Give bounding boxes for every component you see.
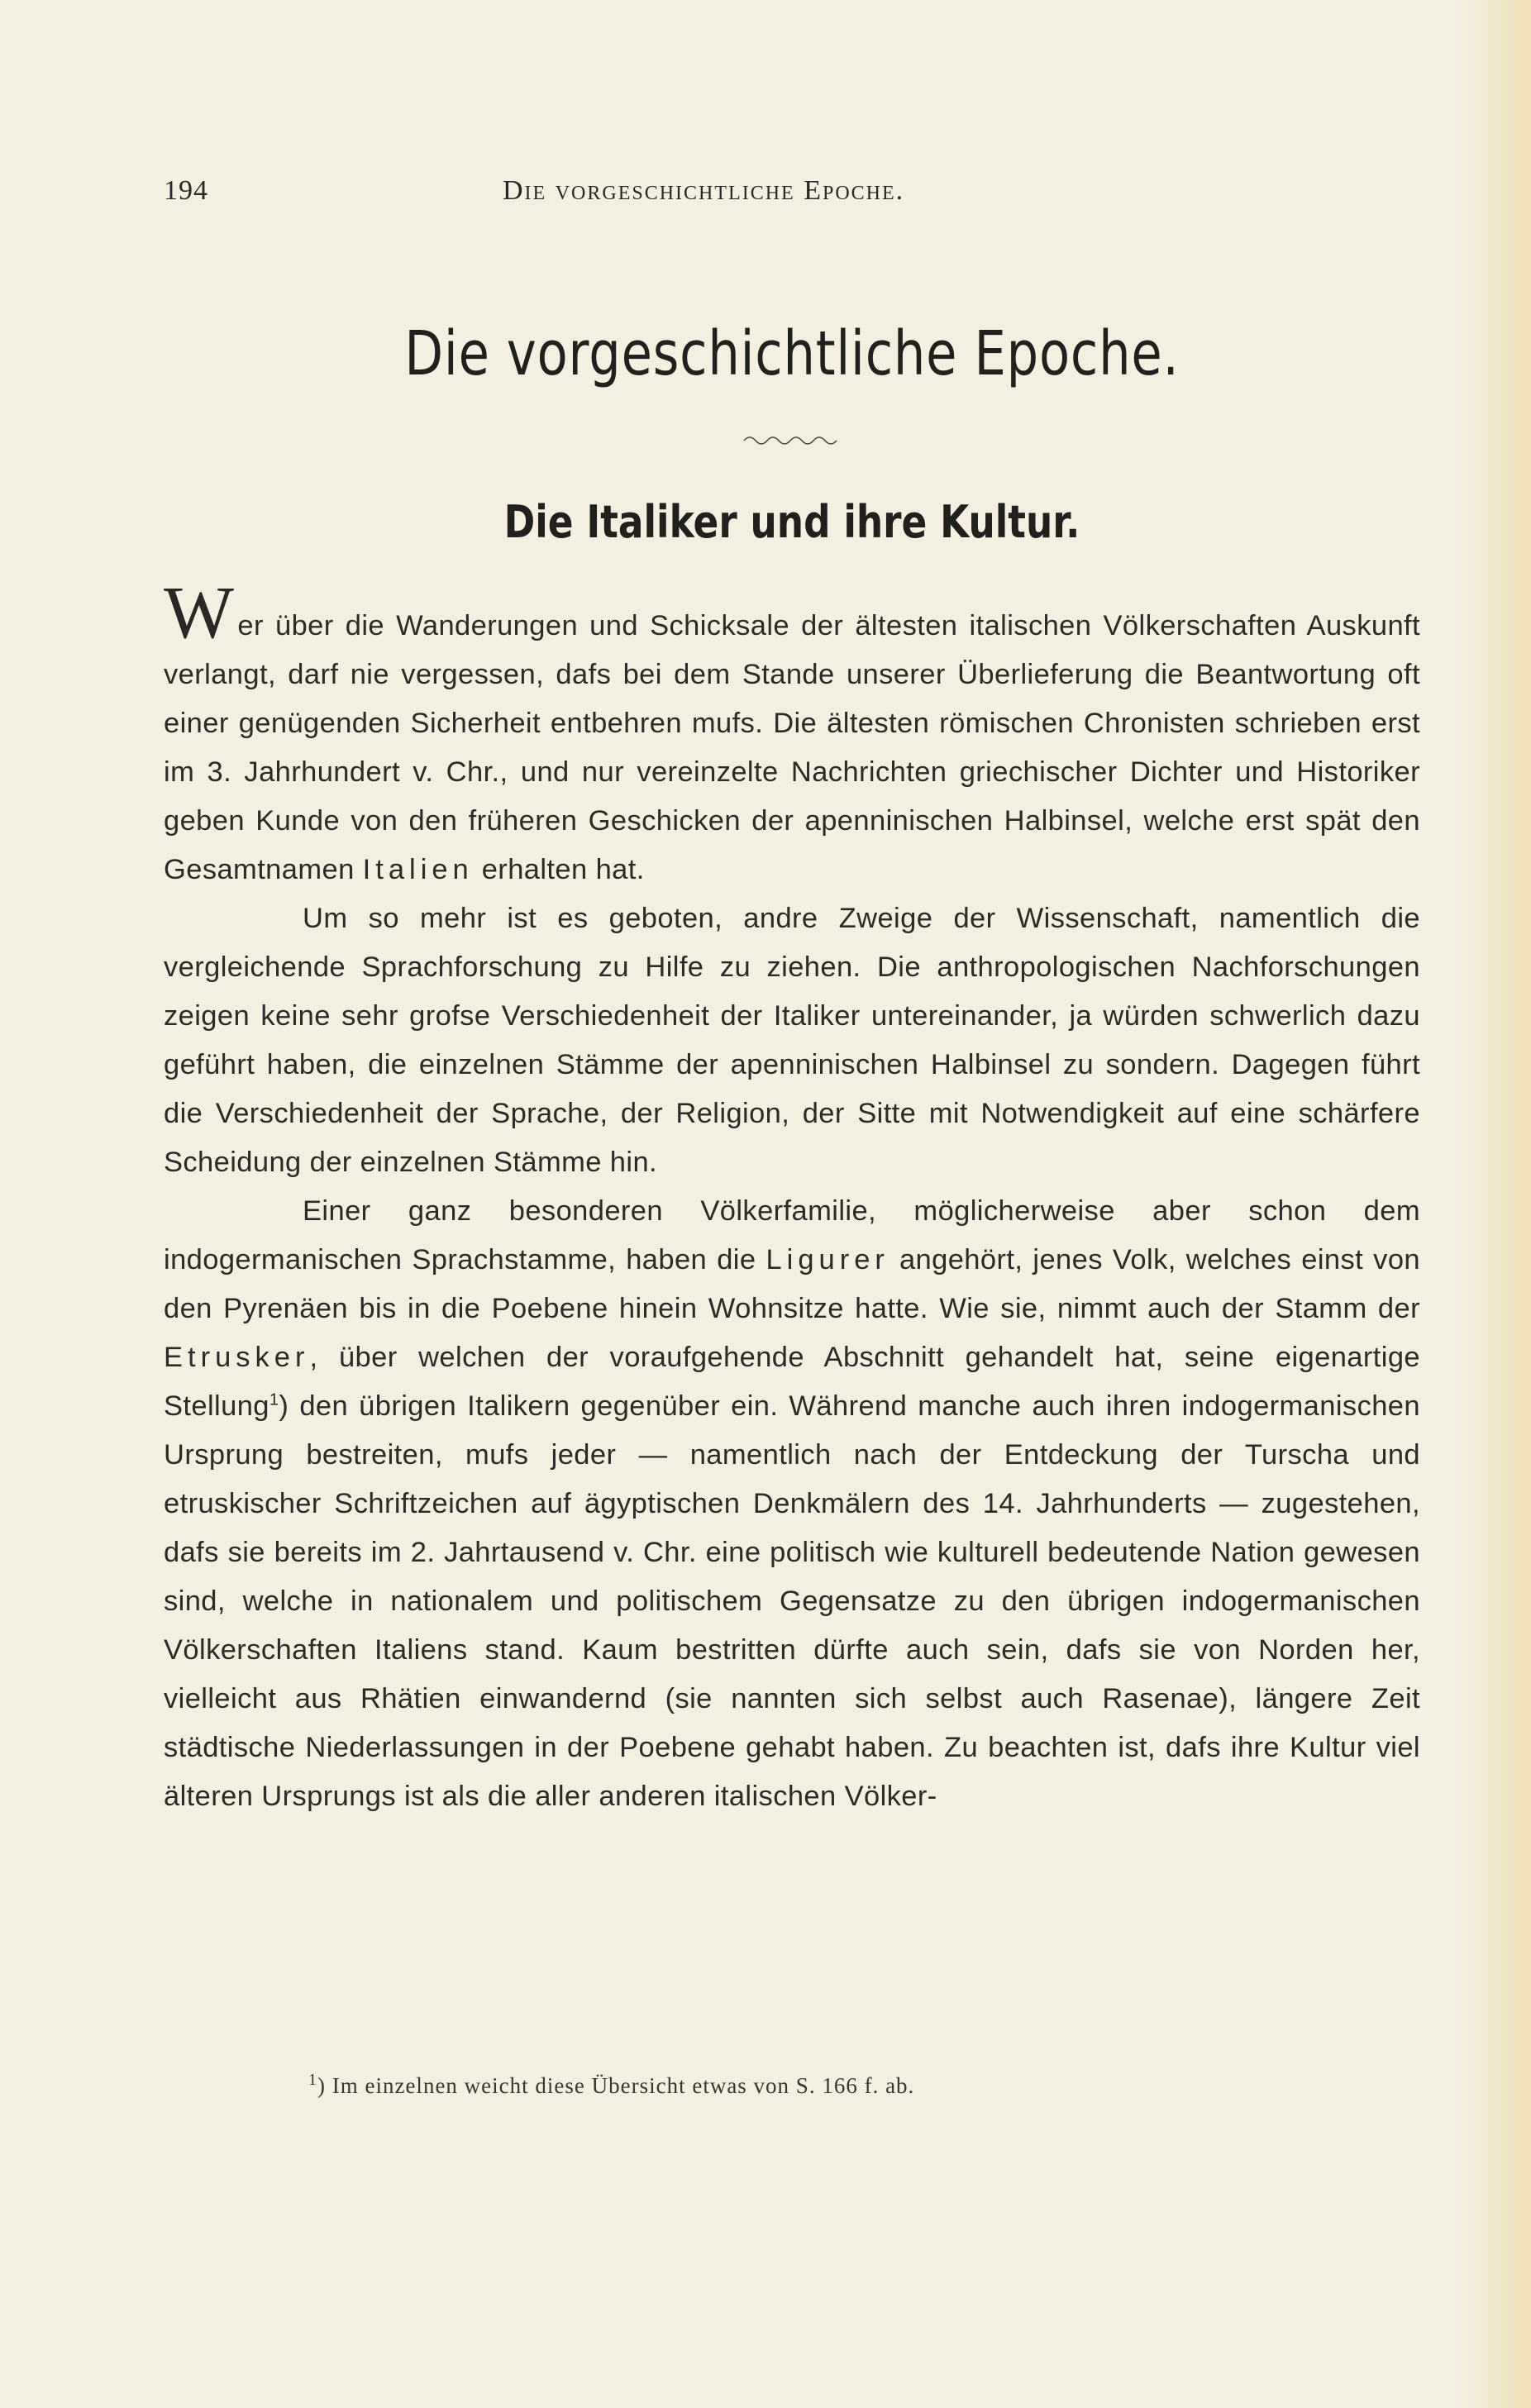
paragraph-3-part-1: Einer ganz besonderen Völkerfamilie, möglicherweise aber schon dem indogermanischen Sprachstamme, haben die [164, 1195, 1420, 1276]
running-title: Die vorgeschichtliche Epoche. [503, 175, 905, 206]
paragraph-3-part-2: angehört, jenes Volk, welches einst von den Pyrenäen bis in die Poebene hinein Wohnsitze hatte. Wie sie, nimmt auch der Stamm der [164, 1244, 1420, 1324]
drop-cap: W [164, 572, 235, 654]
paragraph-1-end: erhalten hat. [473, 854, 645, 885]
emphasis-italien: Italien [362, 854, 474, 885]
paragraph-1-text: er über die Wanderungen und Schicksale der ältesten italischen Völkerschaften Auskunft verlangt, darf nie vergessen, dafs bei dem Stande unserer Überlieferung die Beantwortung oft einer genügenden Sicherheit entbehren mufs. Die ältesten römischen Chronisten schrieben erst im 3. Jahrhundert v. Chr., und nur vereinzelte Nachrichten griechischer Dichter und Historiker geben Kunde von den früheren Geschicken der apenninischen Halbinsel, welche erst spät den Gesamtnamen [164, 610, 1420, 885]
paragraph-3-part-4: ) den übrigen Italikern gegenüber ein. Während manche auch ihren indogermanischen Ursprung bestreiten, mufs jeder — namentlich nach der Entdeckung der Turscha und etruskischer Schriftzeichen auf ägyptischen Denkmälern des 14. Jahrhunderts — zugestehen, dafs sie bereits im 2. Jahrtausend v. Chr. eine politisch wie kulturell bedeutende Nation gewesen sind, welche in nationalem und politischem Gegensatze zu den übrigen indogermanischen Völkerschaften Italiens stand. Kaum bestritten dürfte auch sein, dafs sie von Norden her, vielleicht aus Rhätien einwandernd (sie nannten sich selbst auch Rasenae), längere Zeit städtische Niederlassungen in der Poebene gehabt haben. Zu beachten ist, dafs ihre Kultur viel älteren Ursprungs ist als die aller anderen italischen Völker- [164, 1390, 1420, 1812]
footnote-text: ) Im einzelnen weicht diese Übersicht etwas von S. 166 f. ab. [317, 2073, 915, 2098]
chapter-title: Die vorgeschichtliche Epoche. [404, 318, 1180, 389]
paragraph-2: Um so mehr ist es geboten, andre Zweige der Wissenschaft, namentlich die vergleichende Sprachforschung zu Hilfe zu ziehen. Die anthropologischen Nachforschungen zeigen keine sehr grofse Verschiedenheit der Italiker untereinander, ja würden schwerlich dazu geführt haben, die einzelnen Stämme der apenninischen Halbinsel zu sondern. Dagegen führt die Verschiedenheit der Sprache, der Religion, der Sitte mit Notwendigkeit auf eine schärfere Scheidung der einzelnen Stämme hin. [164, 903, 1420, 1178]
running-head [164, 175, 1420, 217]
footnote-marker: 1 [308, 2071, 317, 2089]
emphasis-ligurer: Ligurer [766, 1244, 890, 1276]
paragraph-1 [164, 572, 1420, 894]
section-title: Die Italiker und ihre Kultur. [503, 496, 1080, 548]
page-edge-shading [1457, 0, 1531, 2408]
footnote [308, 2073, 1383, 2099]
paragraph-3-part-3: , über welchen der voraufgehende Abschnitt gehandelt hat, seine eigenartige Stellung [164, 1342, 1420, 1422]
paragraph-3 [164, 1187, 1420, 1821]
body-text [164, 572, 1420, 1821]
emphasis-etrusker: Etrusker [164, 1342, 310, 1373]
footnote-reference[interactable]: 1 [269, 1390, 279, 1409]
ornament-divider [742, 432, 842, 449]
page-number: 194 [164, 175, 208, 206]
